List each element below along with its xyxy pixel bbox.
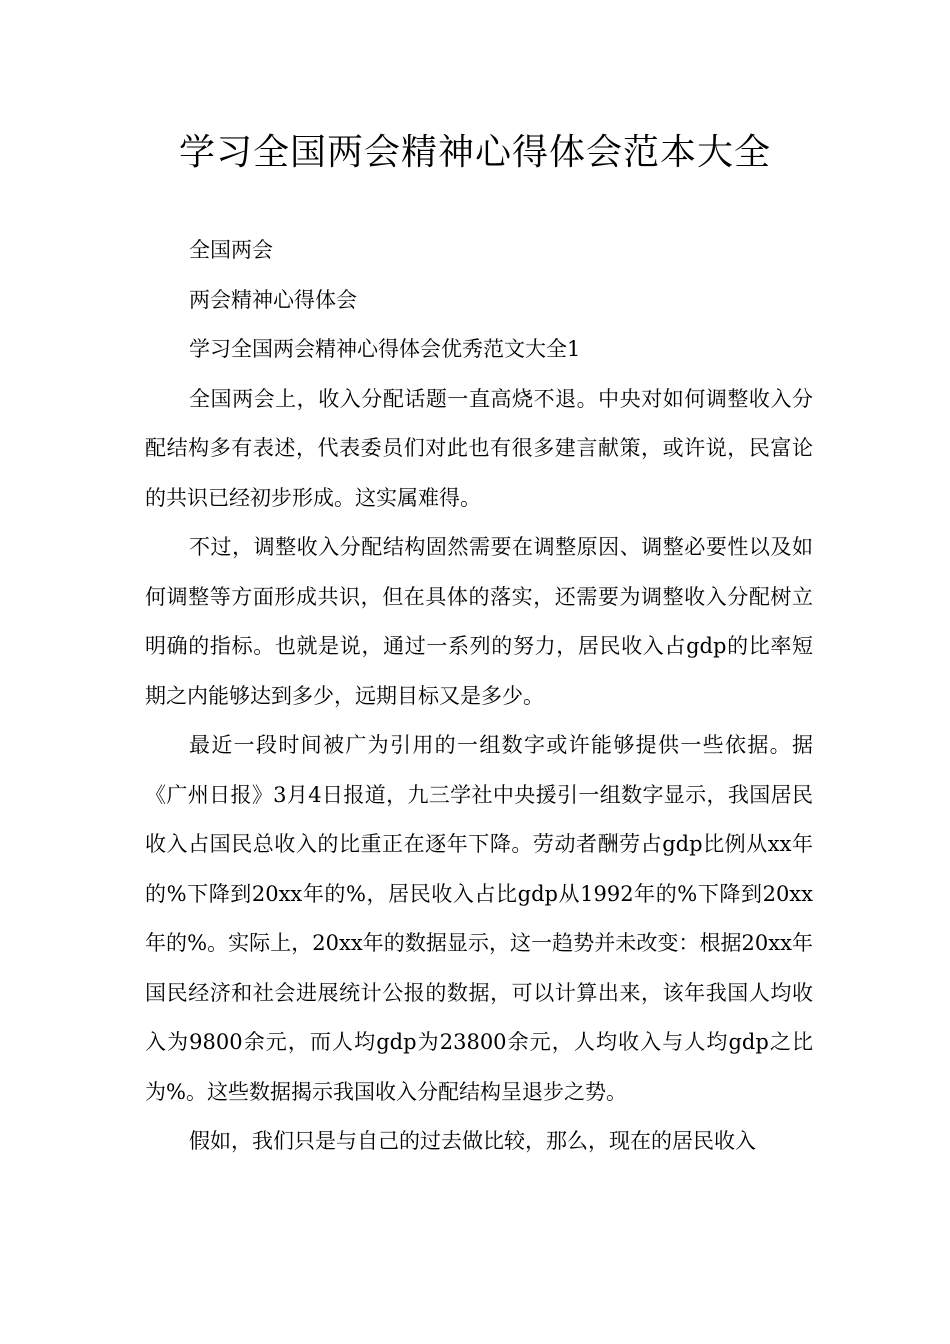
- paragraph-6: 最近一段时间被广为引用的一组数字或许能够提供一些依据。据《广州日报》3月4日报道，九三学社中央援引一组数字显示，我国居民收入占国民总收入的比重正在逐年下降。劳动者酬劳占gdp比例从xx年的%下降到20xx年的%，居民收入占比gdp从1992年的%下降到20xx年的%。实际上，20xx年的数据显示，这一趋势并未改变：根据20xx年国民经济和社会进展统计公报的数据，可以计算出来，该年我国人均收入为9800余元，而人均gdp为23800余元，人均收入与人均gdp之比为%。这些数据揭示我国收入分配结构呈退步之势。: [145, 733, 813, 1104]
- paragraph-4: 全国两会上，收入分配话题一直高烧不退。中央对如何调整收入分配结构多有表述，代表委员们对此也有很多建言献策，或许说，民富论的共识已经初步形成。这实属难得。: [145, 386, 813, 510]
- paragraph-2: 两会精神心得体会: [189, 287, 357, 312]
- document-body: [145, 226, 813, 1167]
- paragraph-7: 假如，我们只是与自己的过去做比较，那么，现在的居民收入: [189, 1129, 756, 1153]
- paragraph-1: 全国两会: [189, 238, 273, 262]
- paragraph-5: 不过，调整收入分配结构固然需要在调整原因、调整必要性以及如何调整等方面形成共识，但在具体的落实，还需要为调整收入分配树立明确的指标。也就是说，通过一系列的努力，居民收入占gdp的比率短期之内能够达到多少，远期目标又是多少。: [145, 535, 813, 708]
- document-title: 学习全国两会精神心得体会范本大全: [178, 132, 771, 173]
- paragraph-3: 学习全国两会精神心得体会优秀范文大全1: [189, 337, 581, 361]
